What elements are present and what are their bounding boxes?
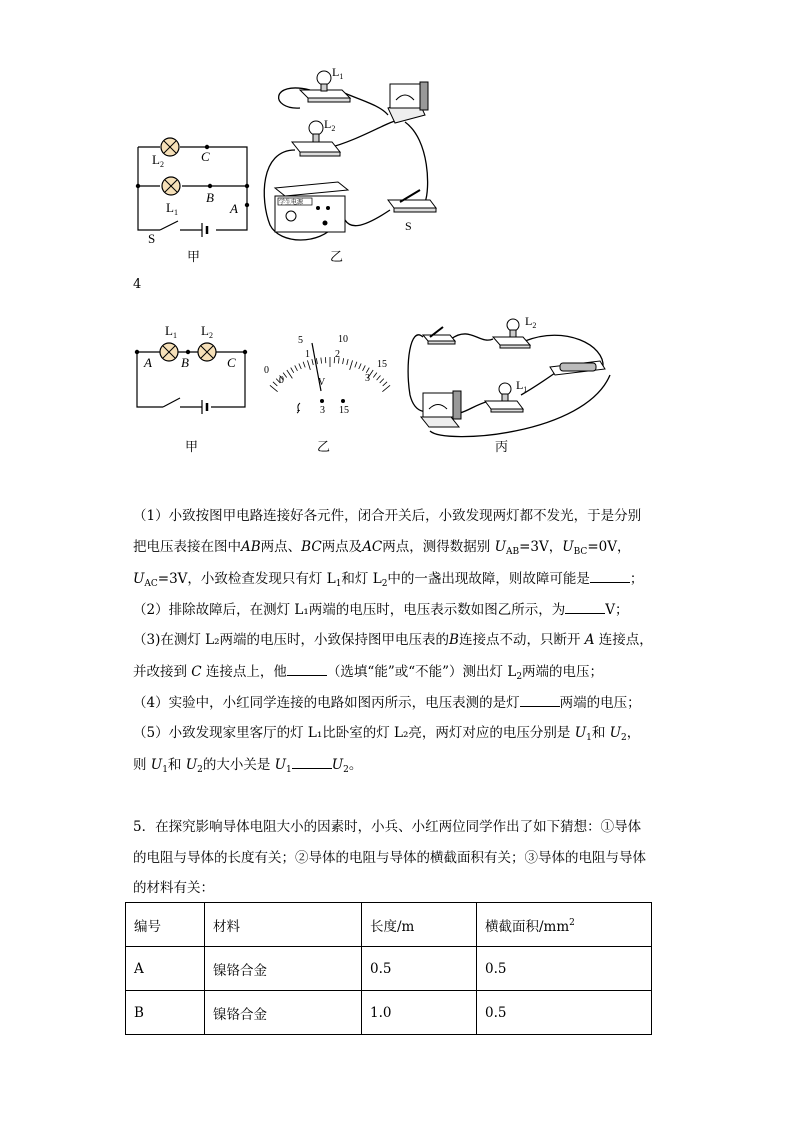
label-l2-photo: $L_2$ <box>324 117 336 133</box>
dial-tick <box>316 358 317 364</box>
caption-yi-1: 乙 <box>330 249 344 264</box>
svg-text:L2: $L_2$ <box>525 314 537 330</box>
switch-board <box>388 190 436 212</box>
dial-tick <box>383 382 387 386</box>
cell-material: 镍铬合金 <box>205 947 362 991</box>
answer-blank-2[interactable] <box>565 599 605 614</box>
caption-yi-2: 乙 <box>317 439 331 454</box>
answer-blank-5[interactable] <box>292 754 332 769</box>
q4-part5-line1: （5）小致发现家里客厅的灯 L₁比卧室的灯 L₂亮，两灯对应的电压分别是 $U_1$和 $U_2$， <box>133 725 641 743</box>
svg-text:1: 1 <box>305 349 310 360</box>
q4-part1-line3: $U_{AC}=3V$，小致检查发现只有灯 $L_1$和灯 $L_2$中的一盏出现故障，则故障可能是 ； <box>133 568 643 594</box>
header-id: 编号 <box>126 903 205 947</box>
label-l2: $L_2$ <box>152 152 164 169</box>
q4-part3-line2: 并改接到 C 连接点上，他 （选填“能”或“不能”）测出灯 $L_2$两端的电压； <box>133 661 603 687</box>
lamp-l2-symbol-2 <box>198 343 216 361</box>
svg-text:3: 3 <box>365 373 370 384</box>
cell-length: 1.0 <box>362 991 477 1035</box>
lamp-l1-symbol <box>162 177 180 195</box>
dial-tick <box>303 362 305 368</box>
voltmeter-dial <box>264 334 390 416</box>
q4-part2: （2）排除故障后，在测灯 L₁两端的电压时，电压表示数如图乙所示，为 V； <box>133 599 629 620</box>
svg-text:3: 3 <box>320 405 325 416</box>
dial-tick <box>307 360 310 370</box>
svg-text:L1: $L_1$ <box>516 378 528 394</box>
cell-material: 镍铬合金 <box>205 991 362 1035</box>
label-l1-photo: $L_1$ <box>332 65 344 81</box>
q4-part3-line1: （3)在测灯 L₂两端的电压时，小致保持图甲电压表的B连接点不动，只断开 A 连接点， <box>133 632 653 648</box>
svg-text:2: 2 <box>335 349 340 360</box>
dial-tick <box>287 370 293 378</box>
cell-area: 0.5 <box>477 991 652 1035</box>
battery-holder-c <box>550 361 605 375</box>
dial-tick <box>273 382 277 386</box>
header-length: 长度/m <box>362 903 477 947</box>
dial-tick <box>299 363 301 369</box>
dial-tick <box>270 385 278 391</box>
cell-area: 0.5 <box>477 947 652 991</box>
dial-tick <box>382 385 390 391</box>
q4-part4: （4）实验中，小红同学连接的电路如图丙所示，电压表测的是灯 两端的电压； <box>133 692 641 713</box>
label-l1: $L_1$ <box>166 200 178 217</box>
dial-tick <box>380 379 384 383</box>
svg-text:B: B <box>181 355 189 370</box>
q5-line3: 的材料有关： <box>133 880 214 896</box>
svg-text:-: - <box>297 405 301 416</box>
label-s: S <box>148 231 156 246</box>
dial-tick <box>291 368 294 373</box>
cell-id: A <box>126 947 205 991</box>
svg-text:5: 5 <box>298 335 303 346</box>
svg-text:15: 15 <box>377 359 387 370</box>
svg-text:0: 0 <box>279 375 284 386</box>
dial-tick <box>343 358 344 364</box>
label-a: A <box>230 201 238 216</box>
switch-board-c <box>423 327 455 344</box>
svg-text:L2: $L_2$ <box>201 323 213 340</box>
dial-tick <box>359 363 361 369</box>
q5-line1: 5．在探究影响导体电阻大小的因素时，小兵、小红两位同学作出了如下猜想：①导体 <box>133 819 642 835</box>
dial-tick <box>347 359 348 365</box>
label-s-photo: S <box>405 219 412 233</box>
dial-tick <box>321 358 322 364</box>
svg-text:L1: $L_1$ <box>165 323 177 340</box>
cell-id: B <box>126 991 205 1035</box>
dial-tick <box>355 362 357 368</box>
svg-text:0: 0 <box>264 365 269 376</box>
header-material: 材料 <box>205 903 362 947</box>
svg-text:A: A <box>144 355 152 370</box>
dial-tick <box>363 365 366 370</box>
table-row <box>126 991 652 1035</box>
q5-line2: 的电阻与导体的长度有关；②导体的电阻与导体的横截面积有关；③导体的电阻与导体 <box>133 850 646 866</box>
caption-jia-2: 甲 <box>185 439 199 454</box>
dial-tick <box>312 359 313 365</box>
cell-length: 0.5 <box>362 947 477 991</box>
dial-tick <box>295 365 298 370</box>
answer-blank-3[interactable] <box>287 661 327 676</box>
lamp-l1-symbol-2 <box>160 343 178 361</box>
svg-text:15: 15 <box>339 405 349 416</box>
svg-text:C: C <box>227 355 236 370</box>
caption-bing: 丙 <box>495 439 509 454</box>
svg-text:10: 10 <box>338 334 348 345</box>
voltmeter-b <box>388 82 428 123</box>
label-c: C <box>201 149 210 164</box>
q4-part5-line2: 则 $U_1$和 $U_2$的大小关是 $U_1$ $U_2$。 <box>133 754 362 780</box>
q4-part1-line1: （1）小致按图甲电路连接好各元件，闭合开关后，小致发现两灯都不发光，于是分别 <box>133 508 642 524</box>
label-b: B <box>206 190 214 205</box>
voltmeter-c <box>421 391 461 427</box>
caption-jia-1: 甲 <box>187 249 201 264</box>
figure-1 <box>120 60 450 270</box>
dial-tick <box>373 373 377 378</box>
table-row <box>126 947 652 991</box>
answer-blank-1[interactable] <box>590 568 630 583</box>
table-header-row <box>126 903 652 947</box>
lamp-l2-symbol <box>161 138 179 156</box>
question-number-4: 4 <box>133 277 142 292</box>
dial-tick <box>350 360 353 370</box>
svg-text:学生电源: 学生电源 <box>279 200 304 206</box>
answer-blank-4[interactable] <box>520 692 560 707</box>
figure-2 <box>125 305 625 465</box>
svg-text:V: V <box>318 377 326 388</box>
header-area: 横截面积$/mm^2$ <box>477 903 652 947</box>
dial-tick <box>377 376 381 381</box>
power-supply <box>275 182 348 232</box>
q4-part1-line2: 把电压表接在图中AB两点、BC两点及AC两点，测得数据别 $U_{AB}=3V$，$U_{BC}=0V$， <box>133 539 631 557</box>
resistance-table <box>125 902 652 1035</box>
